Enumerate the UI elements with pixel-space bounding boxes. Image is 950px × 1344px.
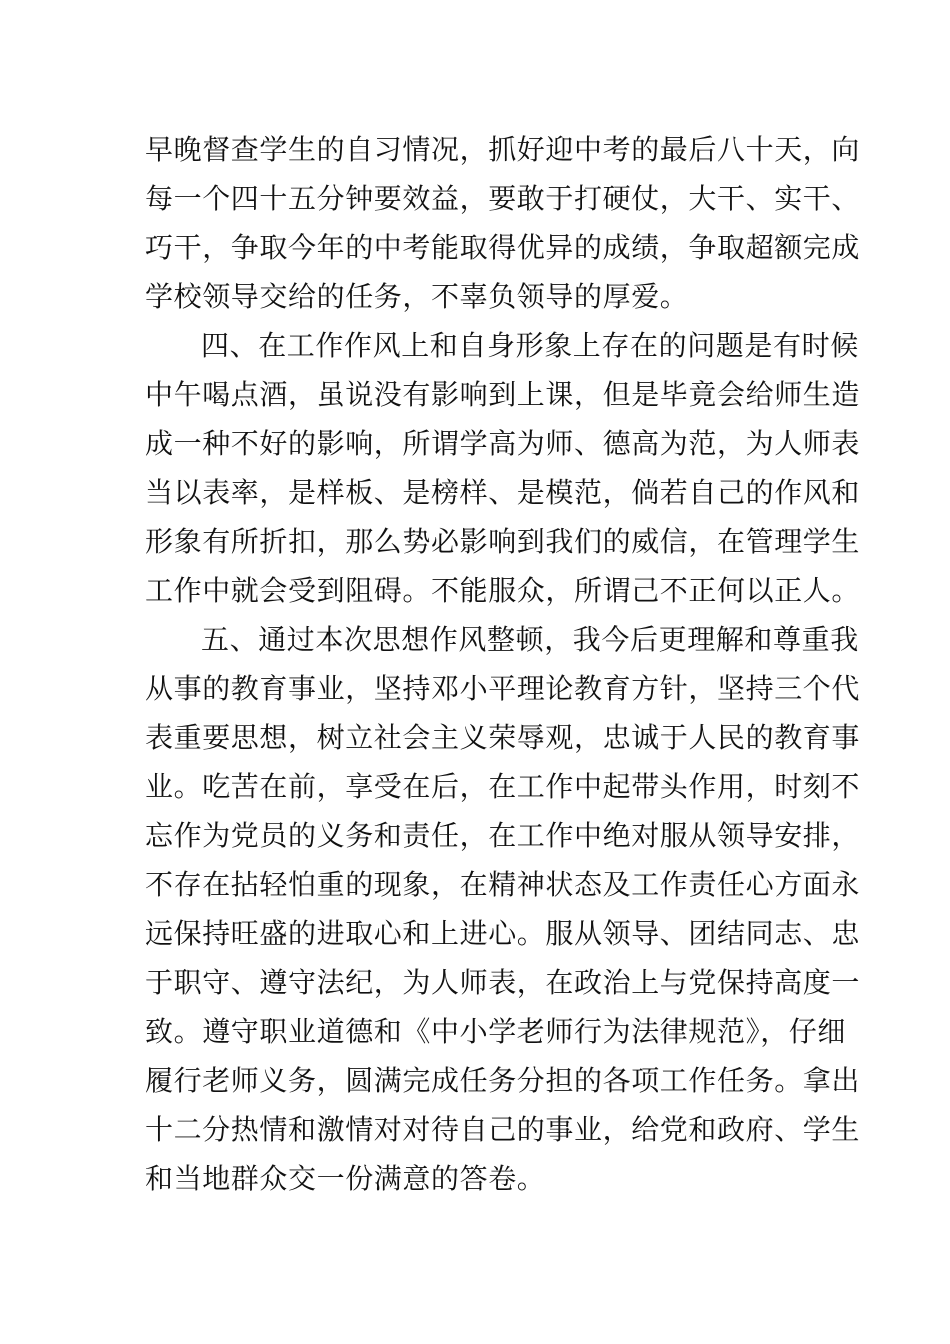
text-line: 和当地群众交一份满意的答卷。 (145, 1162, 546, 1195)
text-line: 履行老师义务，圆满完成任务分担的各项工作任务。拿出 (145, 1064, 861, 1097)
text-line: 当以表率，是样板、是榜样、是模范，倘若自己的作风和 (145, 476, 861, 509)
text-line: 巧干，争取今年的中考能取得优异的成绩，争取超额完成 (145, 231, 861, 264)
text-line: 从事的教育事业，坚持邓小平理论教育方针，坚持三个代 (145, 672, 861, 705)
text-line: 表重要思想，树立社会主义荣辱观，忠诚于人民的教育事 (145, 721, 861, 754)
text-line: 每一个四十五分钟要效益，要敢于打硬仗，大干、实干、 (145, 182, 861, 215)
text-line: 致。遵守职业道德和《中小学老师行为法律规范》，仔细 (145, 1015, 847, 1048)
text-line: 不存在拈轻怕重的现象，在精神状态及工作责任心方面永 (145, 868, 861, 901)
text-line: 远保持旺盛的进取心和上进心。服从领导、团结同志、忠 (145, 917, 861, 950)
text-line: 于职守、遵守法纪，为人师表，在政治上与党保持高度一 (145, 966, 861, 999)
text-line: 学校领导交给的任务，不辜负领导的厚爱。 (145, 280, 689, 313)
text-line: 早晚督查学生的自习情况，抓好迎中考的最后八十天，向 (145, 133, 861, 166)
text-line: 十二分热情和激情对对待自己的事业，给党和政府、学生 (145, 1113, 861, 1146)
paragraph-start-line: 五、通过本次思想作风整顿，我今后更理解和尊重我 (201, 623, 859, 656)
document-page (145, 125, 861, 1203)
text-line: 忘作为党员的义务和责任，在工作中绝对服从领导安排， (145, 819, 861, 852)
text-line: 形象有所折扣，那么势必影响到我们的威信，在管理学生 (145, 525, 861, 558)
paragraph-start-line: 四、在工作作风上和自身形象上存在的问题是有时候 (201, 329, 859, 362)
text-line: 成一种不好的影响，所谓学高为师、德高为范，为人师表 (145, 427, 861, 460)
text-line: 业。吃苦在前，享受在后，在工作中起带头作用，时刻不 (145, 770, 861, 803)
text-line: 中午喝点酒，虽说没有影响到上课，但是毕竟会给师生造 (145, 378, 861, 411)
text-line: 工作中就会受到阻碍。不能服众，所谓己不正何以正人。 (145, 574, 861, 607)
